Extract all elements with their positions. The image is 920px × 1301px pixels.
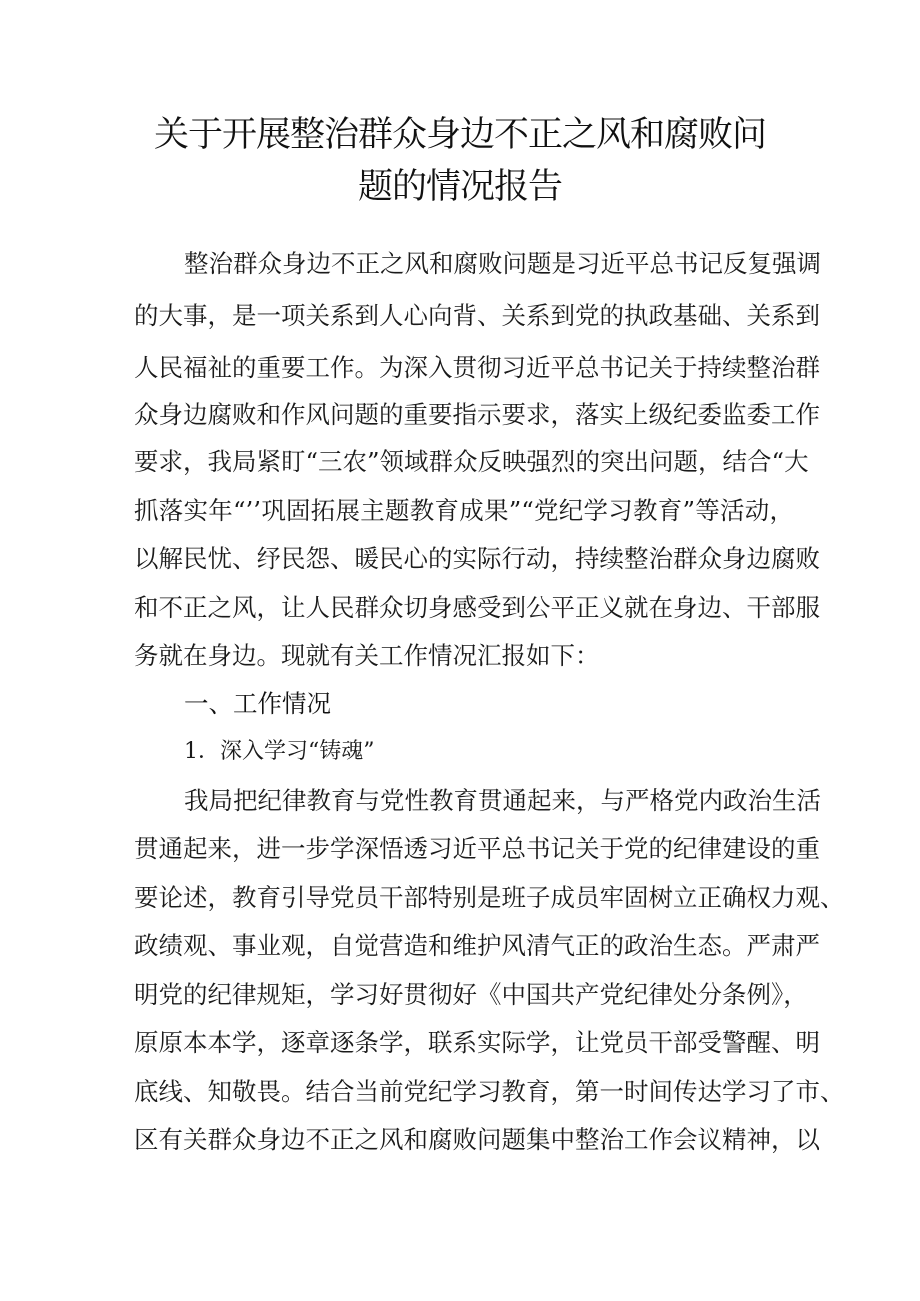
body-paragraph-line: 贯通起来，进一步学深悟透习近平总书记关于党的纪律建设的重	[134, 834, 820, 863]
body-paragraph-line: 要论述，教育引导党员干部特别是班子成员牢固树立正确权力观、	[134, 883, 845, 912]
body-paragraph-line: 明党的纪律规矩，学习好贯彻好《中国共产党纪律处分条例》，	[134, 980, 808, 1009]
body-paragraph-line: 政绩观、事业观，自觉营造和维护风清气正的政治生态。严肃严	[134, 931, 820, 960]
section-heading: 一、工作情况	[184, 689, 331, 718]
intro-paragraph-line: 众身边腐败和作风问题的重要指示要求，落实上级纪委监委工作	[134, 400, 820, 429]
intro-paragraph-line: 以解民忧、纾民怨、暖民心的实际行动，持续整治群众身边腐败	[134, 544, 820, 573]
subsection-heading: 1．深入学习“铸魂”	[184, 739, 375, 764]
body-paragraph-line: 底线、知敬畏。结合当前党纪学习教育，第一时间传达学习了市、	[134, 1077, 845, 1106]
body-paragraph-line: 区有关群众身边不正之风和腐败问题集中整治工作会议精神，以	[134, 1125, 820, 1154]
document-title-line-2: 题的情况报告	[357, 167, 562, 207]
intro-paragraph-line: 要求，我局紧盯“三农”领域群众反映强烈的突出问题，结合“大	[134, 447, 809, 476]
intro-paragraph-line: 抓落实年“’’巩固拓展主题教育成果”“党纪学习教育”等活动，	[134, 496, 794, 525]
body-paragraph-line: 原原本本学，逐章逐条学，联系实际学，让党员干部受警醒、明	[134, 1028, 820, 1057]
intro-paragraph-line: 整治群众身边不正之风和腐败问题是习近平总书记反复强调	[184, 249, 821, 278]
intro-paragraph-line: 人民福祉的重要工作。为深入贯彻习近平总书记关于持续整治群	[134, 353, 820, 382]
body-paragraph-line: 我局把纪律教育与党性教育贯通起来，与严格党内政治生活	[184, 786, 821, 815]
intro-paragraph-line: 和不正之风，让人民群众切身感受到公平正义就在身边、干部服	[134, 593, 820, 622]
intro-paragraph-line: 的大事，是一项关系到人心向背、关系到党的执政基础、关系到	[134, 301, 820, 330]
document-title-line-1: 关于开展整治群众身边不正之风和腐败问	[153, 115, 766, 155]
intro-paragraph-line: 务就在身边。现就有关工作情况汇报如下：	[134, 641, 600, 670]
